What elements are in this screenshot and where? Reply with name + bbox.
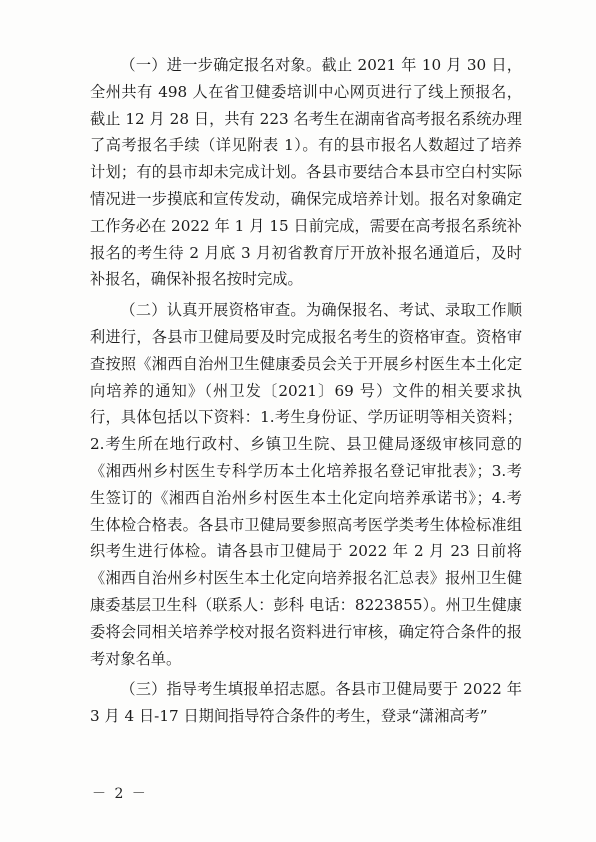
paragraph-volunteer-guidance: （三）指导考生填报单招志愿。各县市卫健局要于 2022 年 3 月 4 日-17 日期间指导符合条件的考生，登录“潇湘高考”: [90, 680, 522, 726]
document-body: [90, 52, 522, 730]
page-number: － 2 －: [92, 786, 148, 802]
paragraph-confirm-applicants: （一）进一步确定报名对象。截止 2021 年 10 月 30 日，全州共有 498 人在省卫健委培训中心网页进行了线上预报名，截止 12 月 28 日，共有 223 名考生在湖南省高考报名系统办理了高考报名手续（详见附表 1）。有的县市报名人数超过了培养计划；有的县市却未完成计划。各县市要结合本县市空白村实际情况进一步摸底和宣传发动，确保完成培养计划。报名对象确定工作务必在 2022 年 1 月 15 日前完成，需要在高考报名系统补报名的考生待 2 月底 3 月初省教育厅开放补报名通道后，及时补报名，确保补报名按时完成。: [90, 56, 522, 289]
paragraph-qualification-review: （二）认真开展资格审查。为确保报名、考试、录取工作顺利进行，各县市卫健局要及时完成报名考生的资格审查。资格审查按照《湘西自治州卫生健康委员会关于开展乡村医生本土化定向培养的通知》（州卫发〔2021〕69 号）文件的相关要求执行，具体包括以下资料：1.考生身份证、学历证明等相关资料；2.考生所在地行政村、乡镇卫生院、县卫健局逐级审核同意的《湘西州乡村医生专科学历本土化培养报名登记审批表》；3.考生签订的《湘西自治州乡村医生本土化定向培养承诺书》；4.考生体检合格表。各县市卫健局要参照高考医学类考生体检标准组织考生进行体检。请各县市卫健局于 2022 年 2 月 23 日前将《湘西自治州乡村医生本土化定向培养报名汇总表》报州卫生健康委基层卫生科（联系人：彭科 电话：8223855）。州卫生健康委将会同相关培养学校对报名资料进行审核，确定符合条件的报考对象名单。: [90, 301, 522, 668]
